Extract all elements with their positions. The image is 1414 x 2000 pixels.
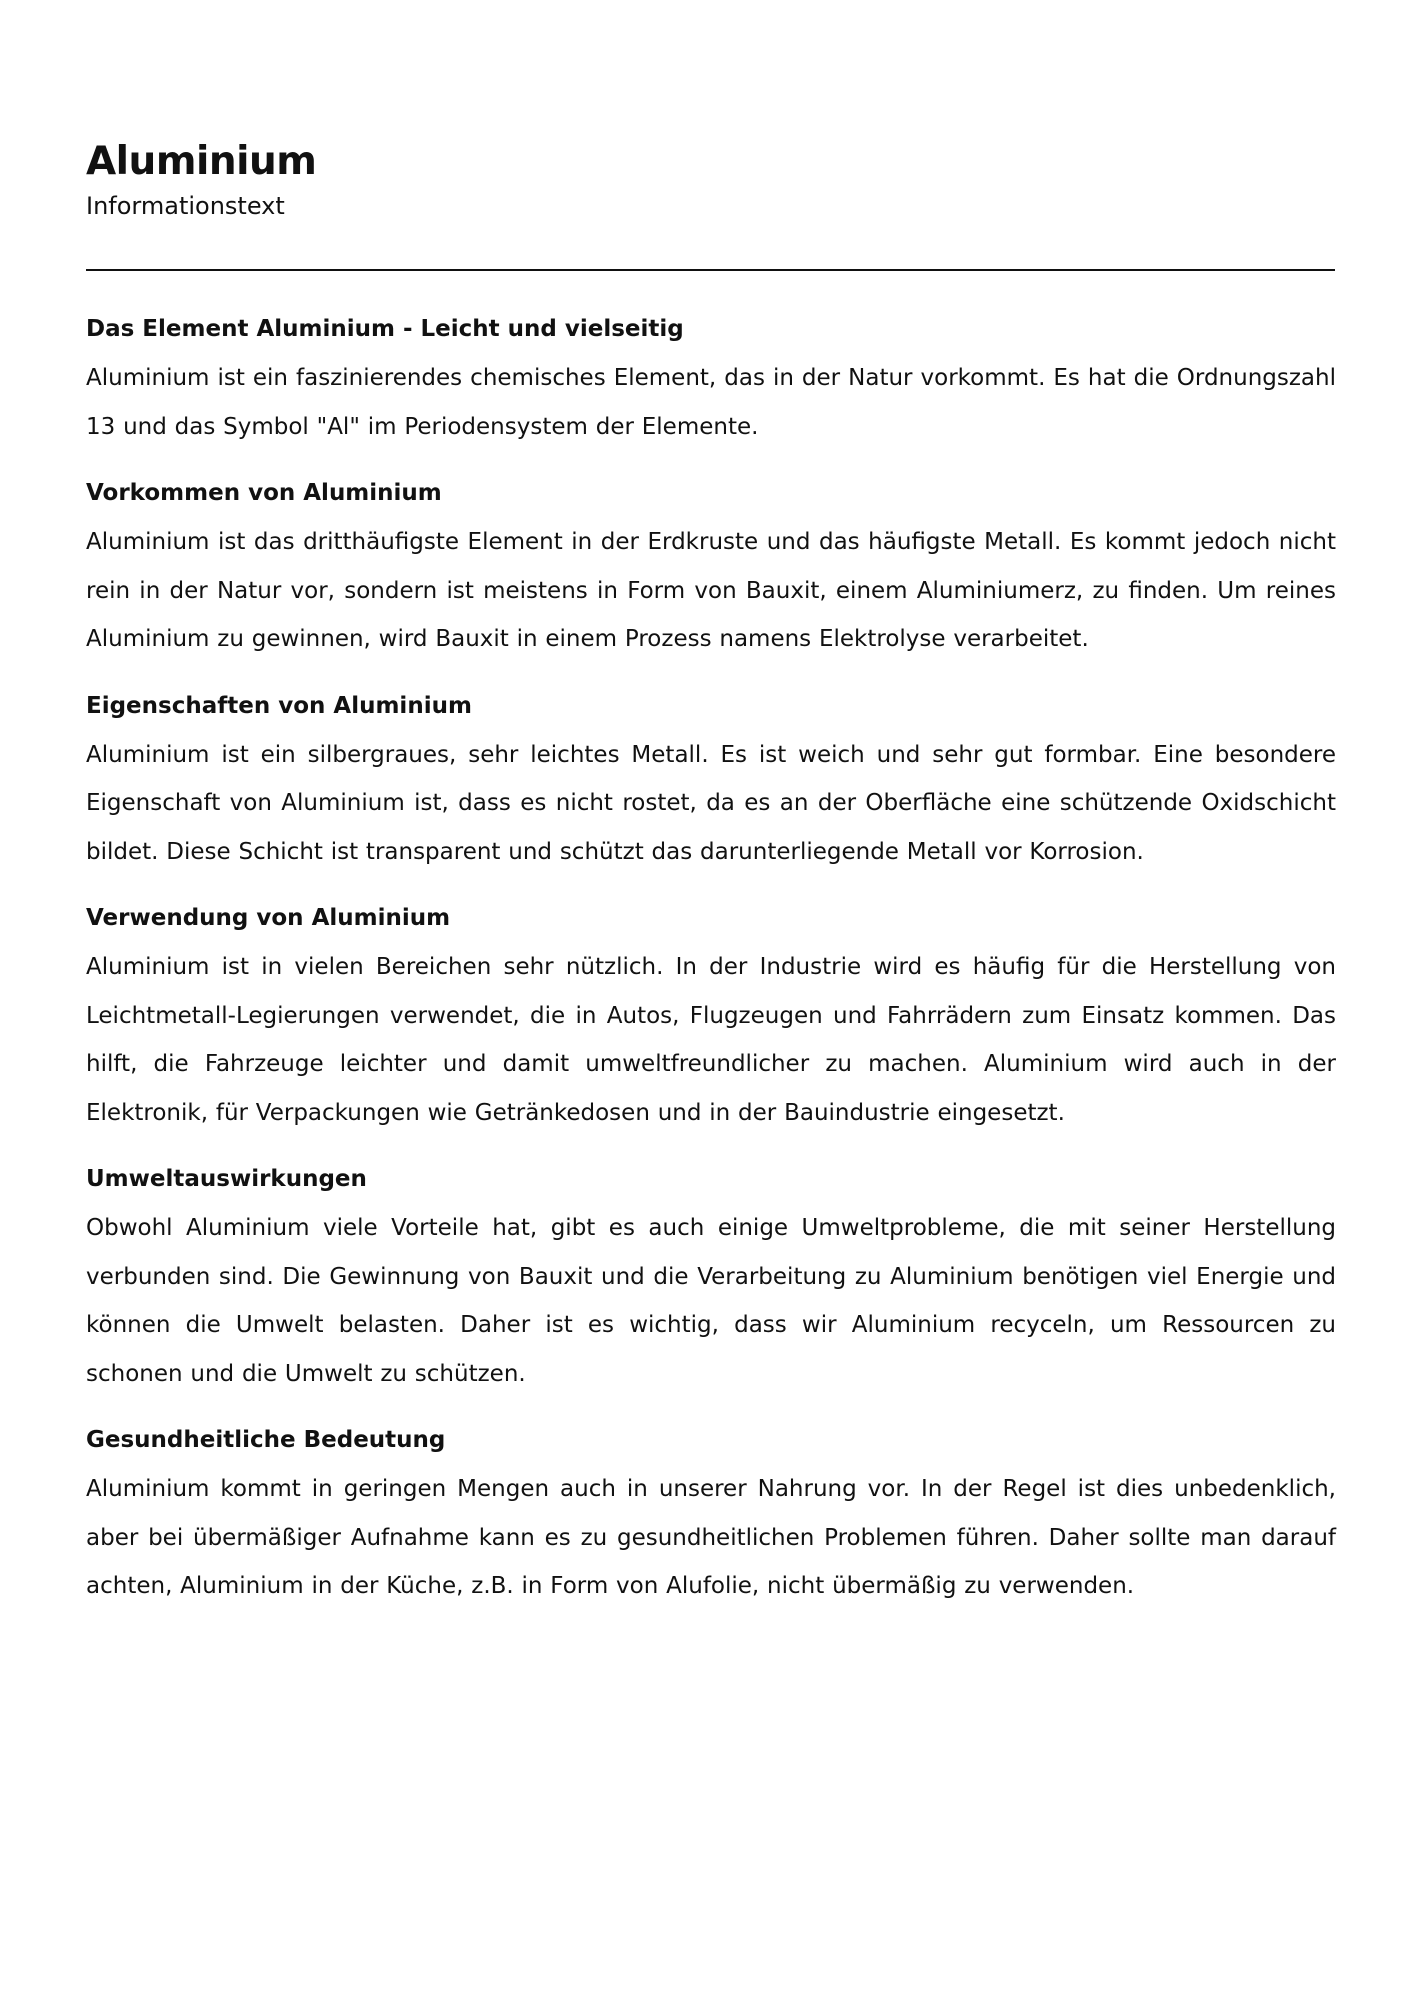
section-heading: Eigenschaften von Aluminium [86,692,472,719]
section-heading: Umweltauswirkungen [86,1166,367,1192]
section-gesundheit [86,1415,1336,1611]
section-heading: Gesundheitliche Bedeutung [86,1427,446,1453]
section-body: Aluminium ist in vielen Bereichen sehr nützlich. In der Industrie wird es häufig für die Herstellung von Leichtmetall-Legierungen verwendet, die in Autos, Flugzeugen und Fahrrädern zum Einsatz kommen. Das hilft, die Fahrzeuge leichter und damit umweltfreundlicher zu machen. Aluminium wird auch in der Elektronik, für Verpackungen wie Getränkedosen und in der Bauindustrie eingesetzt. [86,954,1336,1126]
section-heading: Verwendung von Aluminium [86,905,451,931]
section-body: Aluminium ist ein faszinierendes chemisches Element, das in der Natur vorkommt. Es hat die Ordnungszahl 13 und das Symbol "Al" im Periodensystem der Elemente. [86,365,1336,440]
section-body: Obwohl Aluminium viele Vorteile hat, gibt es auch einige Umweltprobleme, die mit seiner Herstellung verbunden sind. Die Gewinnung von Bauxit und die Verarbeitung zu Aluminium benötigen viel Energie und können die Umwelt belasten. Daher ist es wichtig, dass wir Aluminium recyceln, um Ressourcen zu schonen und die Umwelt zu schützen. [86,1215,1336,1387]
section-heading: Vorkommen von Aluminium [86,480,442,506]
section-body: Aluminium ist das dritthäufigste Element in der Erdkruste und das häufigste Metall. Es kommt jedoch nicht rein in der Natur vor, sondern ist meistens in Form von Bauxit, einem Aluminiumerz, zu finden. Um reines Aluminium zu gewinnen, wird Bauxit in einem Prozess namens Elektrolyse verarbeitet. [86,529,1336,652]
section-body: Aluminium ist ein silbergraues, sehr leichtes Metall. Es ist weich und sehr gut formbar. Eine besondere Eigenschaft von Aluminium ist, dass es nicht rostet, da es an der Oberfläche eine schützende Oxidschicht bildet. Diese Schicht ist transparent und schützt das darunterliegende Metall vor Korrosion. [86,741,1336,865]
section-element-aluminium [86,304,1336,451]
document-subtitle: Informationstext [86,192,285,220]
section-eigenschaften [86,681,1336,877]
section-umweltauswirkungen [86,1154,1336,1398]
sections-container [86,304,1336,1628]
document-title: Aluminium [86,139,317,184]
section-heading: Das Element Aluminium - Leicht und vielseitig [86,316,684,342]
title-divider [86,269,1335,271]
section-body: Aluminium kommt in geringen Mengen auch in unserer Nahrung vor. In der Regel ist dies unbedenklich, aber bei übermäßiger Aufnahme kann es zu gesundheitlichen Problemen führen. Daher sollte man darauf achten, Aluminium in der Küche, z.B. in Form von Alufolie, nicht übermäßig zu verwenden. [86,1476,1336,1599]
section-verwendung [86,893,1336,1137]
section-vorkommen [86,468,1336,664]
